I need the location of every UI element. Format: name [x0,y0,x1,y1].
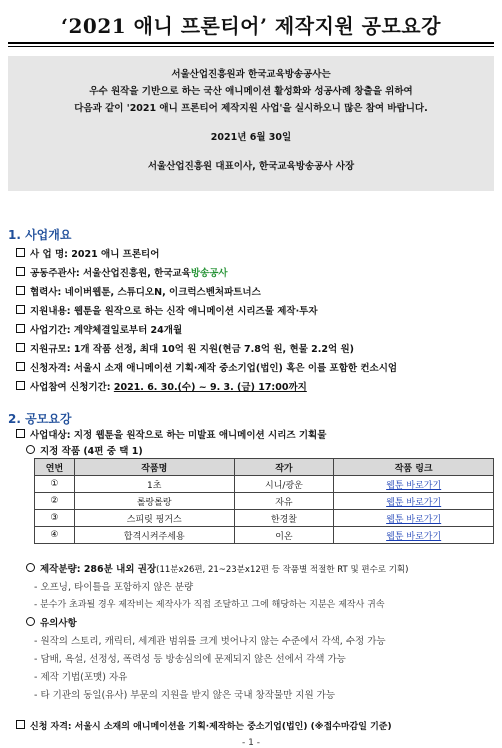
checkbox-icon [16,248,25,257]
table-row [35,527,494,544]
cell-no: ③ [35,510,75,527]
notice-signature: 서울산업진흥원 대표이사, 한국교육방송공사 사장 [147,161,355,172]
item-eligibility: 신청자격: 서울시 소재 애니메이션 기획·제작 중소기업(법인) 혹은 이를 포함한 컨소시엄 [16,360,397,374]
webtoon-link[interactable]: 웹툰 바로가기 [386,497,442,508]
cell-title: 롤랑롤랑 [74,493,234,510]
cell-no: ④ [35,527,75,544]
col-header-title: 작품명 [74,459,234,476]
item-partners: 협력사: 네이버웹툰, 스튜디오N, 이크럭스벤처파트너스 [16,284,261,298]
item-co-host: 공동주관사: 서울산업진흥원, 한국교육방송공사 [16,265,228,279]
cell-author: 자유 [234,493,334,510]
item-application-eligibility: 신청 자격: 서울시 소재의 애니메이션을 기획·제작하는 중소기업(법인) (※접수마감일 기준) [16,719,392,732]
col-header-link: 작품 링크 [334,459,494,476]
webtoon-link[interactable]: 웹툰 바로가기 [386,514,442,525]
section1-heading: 1. 사업개요 [8,228,72,242]
item-scale: 지원규모: 1개 작품 선정, 최대 10억 원 지원(현금 7.8억 원, 현물 2.2억 원) [16,341,354,355]
notice-line-1: 서울산업진흥원과 한국교육방송공사는 [171,69,331,80]
notice-box [8,56,494,191]
cell-title: 스피릿 핑거스 [74,510,234,527]
quantity-note-1: - 오프닝, 타이틀을 포함하지 않은 분량 [34,582,194,593]
checkbox-icon [16,324,25,333]
designated-works: 지정 작품 (4편 중 택 1) [26,443,143,457]
cell-author: 한경찰 [234,510,334,527]
caution-heading: 유의사항 [26,615,77,629]
notice-line-2: 우수 원작을 기반으로 하는 국산 애니메이션 활성화와 성공사례 창출을 위하여 [89,86,413,97]
page-number: - 1 - [242,738,260,748]
cell-no: ① [35,476,75,493]
table-row [35,476,494,493]
table-row [35,510,494,527]
circle-bullet-icon [26,445,35,454]
checkbox-icon [16,720,25,729]
table-header-row [35,459,494,476]
checkbox-icon [16,381,25,390]
checkbox-icon [16,286,25,295]
webtoon-link[interactable]: 웹툰 바로가기 [386,531,442,542]
item-support-content: 지원내용: 웹툰을 원작으로 하는 신작 애니메이션 시리즈물 제작·투자 [16,303,318,317]
notice-line-3: 다음과 같이 '2021 애니 프론티어 제작지원 사업'을 실시하오니 많은 참여 바랍니다. [74,103,428,114]
circle-bullet-icon [26,617,35,626]
item-period: 사업기간: 계약체결일로부터 24개월 [16,322,182,336]
title-rule-bottom [8,46,494,47]
item-project-name: 사 업 명: 2021 애니 프론티어 [16,246,159,260]
notice-date: 2021년 6월 30일 [210,132,292,143]
item-application-period: 사업참여 신청기간: 2021. 6. 30.(수) ~ 9. 3. (금) 17:00까지 [16,379,307,393]
production-quantity: 제작분량: 286분 내외 권장(11분x26편, 21~23분x12편 등 작품별 적절한 RT 및 편수로 기획) [26,561,408,575]
table-row [35,493,494,510]
cell-author: 이온 [234,527,334,544]
works-table [34,458,494,544]
caution-note-1: - 원작의 스토리, 캐릭터, 세계관 범위를 크게 벗어나지 않는 수준에서 각색, 수정 가능 [34,636,386,647]
quantity-note-2: - 분수가 초과될 경우 제작비는 제작사가 직접 조달하고 그에 해당하는 지분은 제작사 귀속 [34,600,385,610]
cell-author: 시니/광운 [234,476,334,493]
section2-heading: 2. 공모요강 [8,412,72,426]
checkbox-icon [16,305,25,314]
cell-title: 1초 [74,476,234,493]
checkbox-icon [16,429,25,438]
checkbox-icon [16,362,25,371]
item-target: 사업대상: 지정 웹툰을 원작으로 하는 미발표 애니메이션 시리즈 기획물 [16,427,326,441]
cell-no: ② [35,493,75,510]
checkbox-icon [16,267,25,276]
checkbox-icon [16,343,25,352]
col-header-no: 연번 [35,459,75,476]
document-title: ‘2021 애니 프론티어’ 제작지원 공모요강 [61,14,441,38]
caution-note-3: - 제작 기법(포맷) 자유 [34,672,128,683]
title-rule-top [8,42,494,44]
caution-note-4: - 타 기관의 동일(유사) 부문의 지원을 받지 않은 국내 창작물만 지원 가능 [34,690,336,701]
circle-bullet-icon [26,563,35,572]
col-header-author: 작가 [234,459,334,476]
cell-title: 합격시켜주세용 [74,527,234,544]
webtoon-link[interactable]: 웹툰 바로가기 [386,480,442,491]
caution-note-2: - 담배, 욕설, 선정성, 폭력성 등 방송심의에 문제되지 않은 선에서 각색 가능 [34,654,346,665]
